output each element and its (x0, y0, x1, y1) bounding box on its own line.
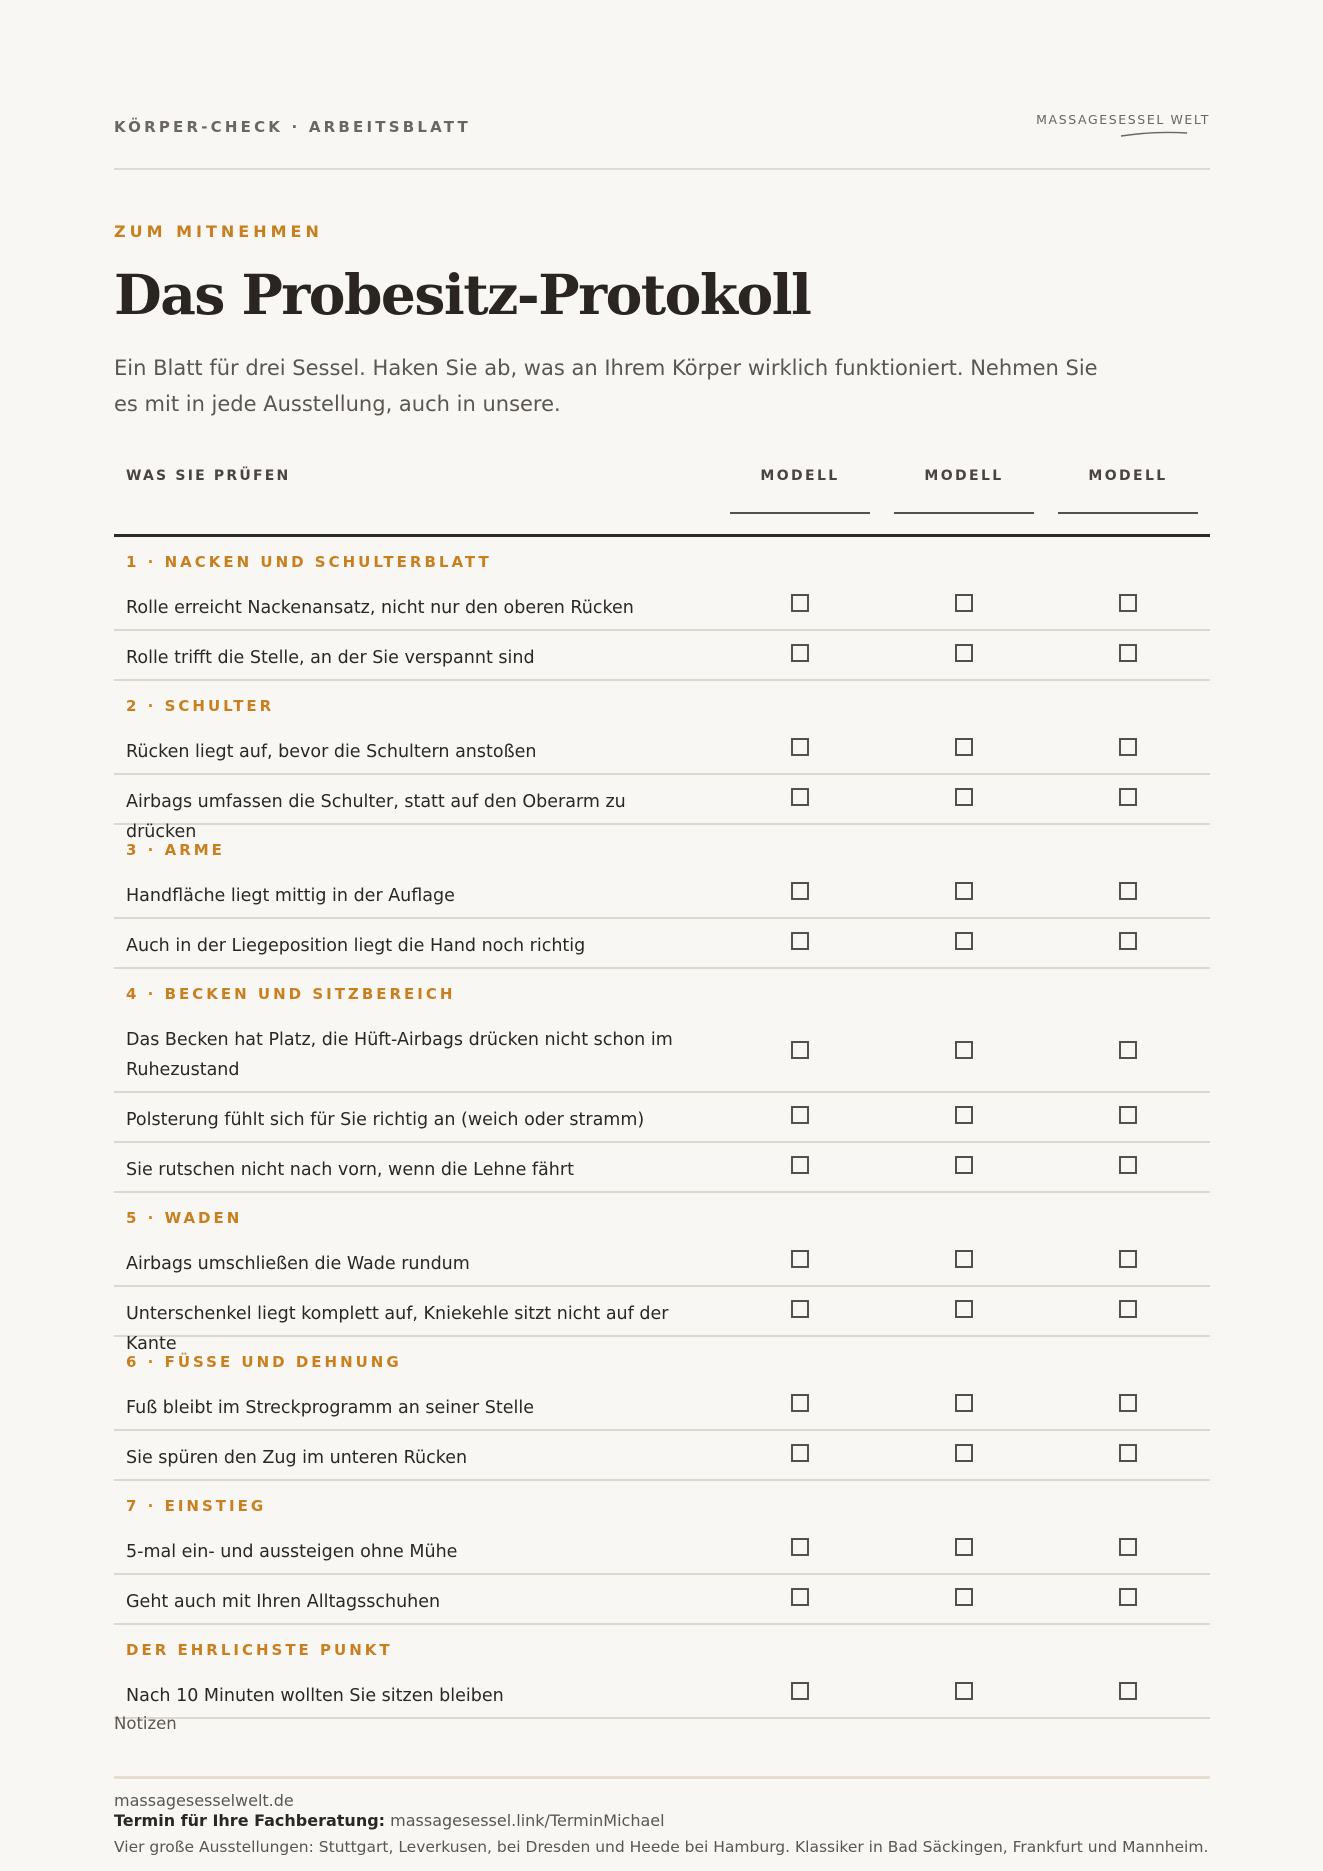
appointment-label: Termin für Ihre Fachberatung: (114, 1811, 386, 1830)
checkbox-model-2[interactable] (955, 1588, 973, 1606)
model-1-name-line (730, 512, 870, 514)
checklist-row (114, 631, 1210, 681)
checklist-row (114, 1093, 1210, 1143)
checkbox-model-2[interactable] (955, 932, 973, 950)
checkbox-model-2[interactable] (955, 644, 973, 662)
checkbox-model-2[interactable] (955, 1300, 973, 1318)
checklist-item-text: Airbags umschließen die Wade rundum (126, 1254, 470, 1274)
footer (114, 1776, 1210, 1856)
checklist-item-text: Nach 10 Minuten wollten Sie sitzen bleiben (126, 1686, 504, 1706)
page-title: Das Probesitz-Protokoll (114, 262, 811, 327)
group-header (114, 1337, 1210, 1381)
checkbox-model-3[interactable] (1119, 1538, 1137, 1556)
header-kicker: KÖRPER-CHECK · ARBEITSBLATT (114, 118, 471, 136)
group-header (114, 969, 1210, 1013)
checklist-row (114, 581, 1210, 631)
checklist-row (114, 1525, 1210, 1575)
checkbox-model-3[interactable] (1119, 1394, 1137, 1412)
group-label: 5 · WADEN (126, 1209, 243, 1227)
checklist-item-text: Geht auch mit Ihren Alltagsschuhen (126, 1592, 441, 1612)
checklist-item-text: Sie spüren den Zug im unteren Rücken (126, 1448, 468, 1468)
checklist-row (114, 1431, 1210, 1481)
checkbox-model-1[interactable] (791, 1682, 809, 1700)
top-bar (114, 112, 1210, 170)
checkbox-model-1[interactable] (791, 1444, 809, 1462)
checklist-row (114, 725, 1210, 775)
checklist-row (114, 869, 1210, 919)
group-label: 4 · BECKEN UND SITZBEREICH (126, 985, 456, 1003)
checklist-item-text: Handfläche liegt mittig in der Auflage (126, 886, 455, 906)
checkbox-model-1[interactable] (791, 1106, 809, 1124)
table-header (114, 458, 1210, 537)
checkbox-model-2[interactable] (955, 1682, 973, 1700)
checklist-row (114, 1381, 1210, 1431)
checkbox-model-3[interactable] (1119, 644, 1137, 662)
checkbox-model-1[interactable] (791, 1300, 809, 1318)
checkbox-model-3[interactable] (1119, 1156, 1137, 1174)
checklist-item-text: Polsterung fühlt sich für Sie richtig an (weich oder stramm) (126, 1110, 645, 1130)
group-header (114, 681, 1210, 725)
checkbox-model-1[interactable] (791, 1394, 809, 1412)
column-header-model-3: MODELL (1088, 468, 1168, 484)
model-3-name-line (1058, 512, 1198, 514)
checklist-item-text: Fuß bleibt im Streckprogramm an seiner Stelle (126, 1398, 534, 1418)
column-header-check: WAS SIE PRÜFEN (126, 468, 291, 484)
checkbox-model-3[interactable] (1119, 1444, 1137, 1462)
checkbox-model-1[interactable] (791, 1538, 809, 1556)
checklist-item-text: Rücken liegt auf, bevor die Schultern anstoßen (126, 742, 537, 762)
footer-appointment (114, 1811, 665, 1830)
section-kicker: ZUM MITNEHMEN (114, 222, 323, 241)
appointment-link[interactable]: massagesessel.link/TerminMichael (390, 1811, 665, 1830)
group-label: 7 · EINSTIEG (126, 1497, 267, 1515)
checklist-item-text: Sie rutschen nicht nach vorn, wenn die Lehne fährt (126, 1160, 574, 1180)
checklist-table (114, 537, 1210, 1719)
checkbox-model-1[interactable] (791, 594, 809, 612)
checklist-item-text: Rolle erreicht Nackenansatz, nicht nur den oberen Rücken (126, 598, 634, 618)
checkbox-model-1[interactable] (791, 644, 809, 662)
checkbox-model-2[interactable] (955, 1394, 973, 1412)
group-header (114, 1481, 1210, 1525)
checklist-item-text: Auch in der Liegeposition liegt die Hand noch richtig (126, 936, 586, 956)
brand-logo: MASSAGESESSEL WELT (1036, 112, 1210, 127)
intro-text: Ein Blatt für drei Sessel. Haken Sie ab, was an Ihrem Körper wirklich funktioniert. Nehmen Sie es mit in jede Ausstellung, auch in unsere. (114, 356, 1098, 416)
checklist-row (114, 1669, 1210, 1719)
checkbox-model-3[interactable] (1119, 1041, 1137, 1059)
checkbox-model-2[interactable] (955, 738, 973, 756)
checkbox-model-1[interactable] (791, 1041, 809, 1059)
checkbox-model-1[interactable] (791, 1156, 809, 1174)
checkbox-model-2[interactable] (955, 1250, 973, 1268)
checkbox-model-3[interactable] (1119, 932, 1137, 950)
checkbox-model-2[interactable] (955, 788, 973, 806)
checklist-row (114, 1575, 1210, 1625)
checkbox-model-2[interactable] (955, 1444, 973, 1462)
checklist-item-text: 5-mal ein- und aussteigen ohne Mühe (126, 1542, 458, 1562)
group-label: DER EHRLICHSTE PUNKT (126, 1641, 393, 1659)
checkbox-model-2[interactable] (955, 882, 973, 900)
checklist-item-text: Unterschenkel liegt komplett auf, Kniekehle sitzt nicht auf der Kante (126, 1304, 669, 1354)
checkbox-model-3[interactable] (1119, 738, 1137, 756)
checklist-row (114, 775, 1210, 842)
checkbox-model-1[interactable] (791, 1250, 809, 1268)
group-header (114, 825, 1210, 869)
checklist-row (114, 1143, 1210, 1193)
checkbox-model-1[interactable] (791, 882, 809, 900)
checklist-row (114, 1013, 1210, 1093)
checklist-item-text: Rolle trifft die Stelle, an der Sie verspannt sind (126, 648, 535, 668)
checkbox-model-3[interactable] (1119, 1250, 1137, 1268)
group-label: 1 · NACKEN UND SCHULTERBLATT (126, 553, 492, 571)
group-label: 3 · ARME (126, 841, 225, 859)
checkbox-model-3[interactable] (1119, 788, 1137, 806)
checkbox-model-3[interactable] (1119, 594, 1137, 612)
checklist-row (114, 1237, 1210, 1287)
group-header (114, 1193, 1210, 1237)
footer-website: massagesesselwelt.de (114, 1791, 294, 1810)
checkbox-model-2[interactable] (955, 1156, 973, 1174)
checkbox-model-3[interactable] (1119, 882, 1137, 900)
model-2-name-line (894, 512, 1034, 514)
column-header-model-2: MODELL (924, 468, 1004, 484)
checkbox-model-2[interactable] (955, 1106, 973, 1124)
checkbox-model-1[interactable] (791, 1588, 809, 1606)
group-header (114, 537, 1210, 581)
checkbox-model-1[interactable] (791, 788, 809, 806)
checklist-item-text: Das Becken hat Platz, die Hüft-Airbags drücken nicht schon im Ruhezustand (126, 1030, 673, 1080)
checkbox-model-2[interactable] (955, 1041, 973, 1059)
column-header-model-1: MODELL (760, 468, 840, 484)
checkbox-model-2[interactable] (955, 594, 973, 612)
checklist-item-text: Airbags umfassen die Schulter, statt auf den Oberarm zu drücken (126, 792, 626, 842)
checklist-row (114, 919, 1210, 969)
checkbox-model-1[interactable] (791, 738, 809, 756)
group-label: 2 · SCHULTER (126, 697, 275, 715)
checkbox-model-3[interactable] (1119, 1106, 1137, 1124)
checkbox-model-2[interactable] (955, 1538, 973, 1556)
checkbox-model-3[interactable] (1119, 1300, 1137, 1318)
group-header (114, 1625, 1210, 1669)
brand-swoosh-icon (1120, 130, 1188, 138)
checkbox-model-1[interactable] (791, 932, 809, 950)
checkbox-model-3[interactable] (1119, 1682, 1137, 1700)
checkbox-model-3[interactable] (1119, 1588, 1137, 1606)
footer-locations: Vier große Ausstellungen: Stuttgart, Leverkusen, bei Dresden und Heede bei Hamburg. Klassiker in Bad Säckingen, Frankfurt und Mannheim. (114, 1838, 1209, 1856)
notes-label: Notizen (114, 1714, 177, 1733)
checklist-row (114, 1287, 1210, 1354)
group-label: 6 · FÜSSE UND DEHNUNG (126, 1353, 402, 1371)
